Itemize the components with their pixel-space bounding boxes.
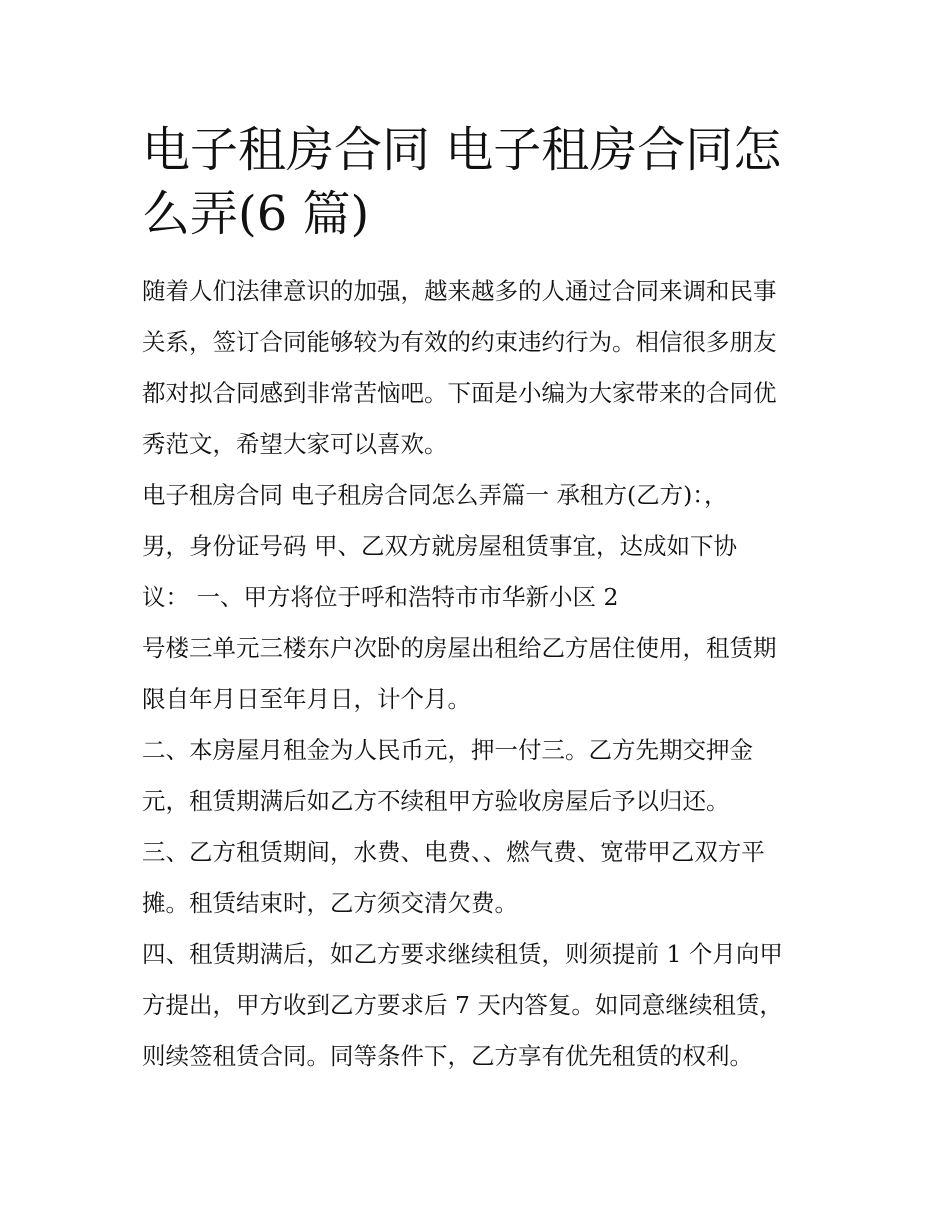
paragraph-line: 方提出，甲方收到乙方要求后 7 天内答复。如同意继续租赁，: [142, 991, 783, 1019]
paragraph-line: 摊。租赁结束时，乙方须交清欠费。: [142, 889, 518, 917]
paragraph-intro: [142, 266, 818, 470]
title-line-2: 么弄(6 篇): [142, 186, 370, 242]
paragraph-line: 三、乙方租赁期间，水费、电费、、燃气费、宽带甲乙双方平: [142, 838, 765, 866]
paragraph-line: 四、租赁期满后，如乙方要求继续租赁，则须提前 1 个月向甲: [142, 940, 783, 968]
paragraph-line: 则续签租赁合同。同等条件下，乙方享有优先租赁的权利。: [142, 1042, 753, 1070]
title-line-1: 电子租房合同 电子租房合同怎: [142, 122, 782, 178]
paragraph-line: 关系，签订合同能够较为有效的约束违约行为。相信很多朋友: [142, 328, 777, 356]
document-title: [142, 118, 818, 246]
document-content: [142, 118, 818, 1082]
paragraph-line: 秀范文，希望大家可以喜欢。: [142, 430, 448, 458]
paragraph-contract-one: [142, 470, 818, 725]
paragraph-line: 二、本房屋月租金为人民币元，押一付三。乙方先期交押金: [142, 736, 753, 764]
paragraph-line: 号楼三单元三楼东户次卧的房屋出租给乙方居住使用，租赁期: [142, 634, 777, 662]
paragraph-line: 元，租赁期满后如乙方不续租甲方验收房屋后予以归还。: [142, 787, 730, 815]
paragraph-line: 限自年月日至年月日，计个月。: [142, 685, 471, 713]
paragraph-line: 议： 一、甲方将位于呼和浩特市市华新小区 2: [142, 583, 619, 611]
paragraph-line: 都对拟合同感到非常苦恼吧。下面是小编为大家带来的合同优: [142, 379, 777, 407]
paragraph-clause-three: [142, 827, 818, 929]
paragraph-line: 男，身份证号码 甲、乙双方就房屋租赁事宜，达成如下协: [142, 532, 737, 560]
paragraph-line: 电子租房合同 电子租房合同怎么弄篇一 承租方(乙方)：，: [142, 481, 728, 509]
paragraph-clause-four: [142, 929, 818, 1082]
paragraph-line: 随着人们法律意识的加强，越来越多的人通过合同来调和民事: [142, 277, 777, 305]
paragraph-clause-two: [142, 725, 818, 827]
